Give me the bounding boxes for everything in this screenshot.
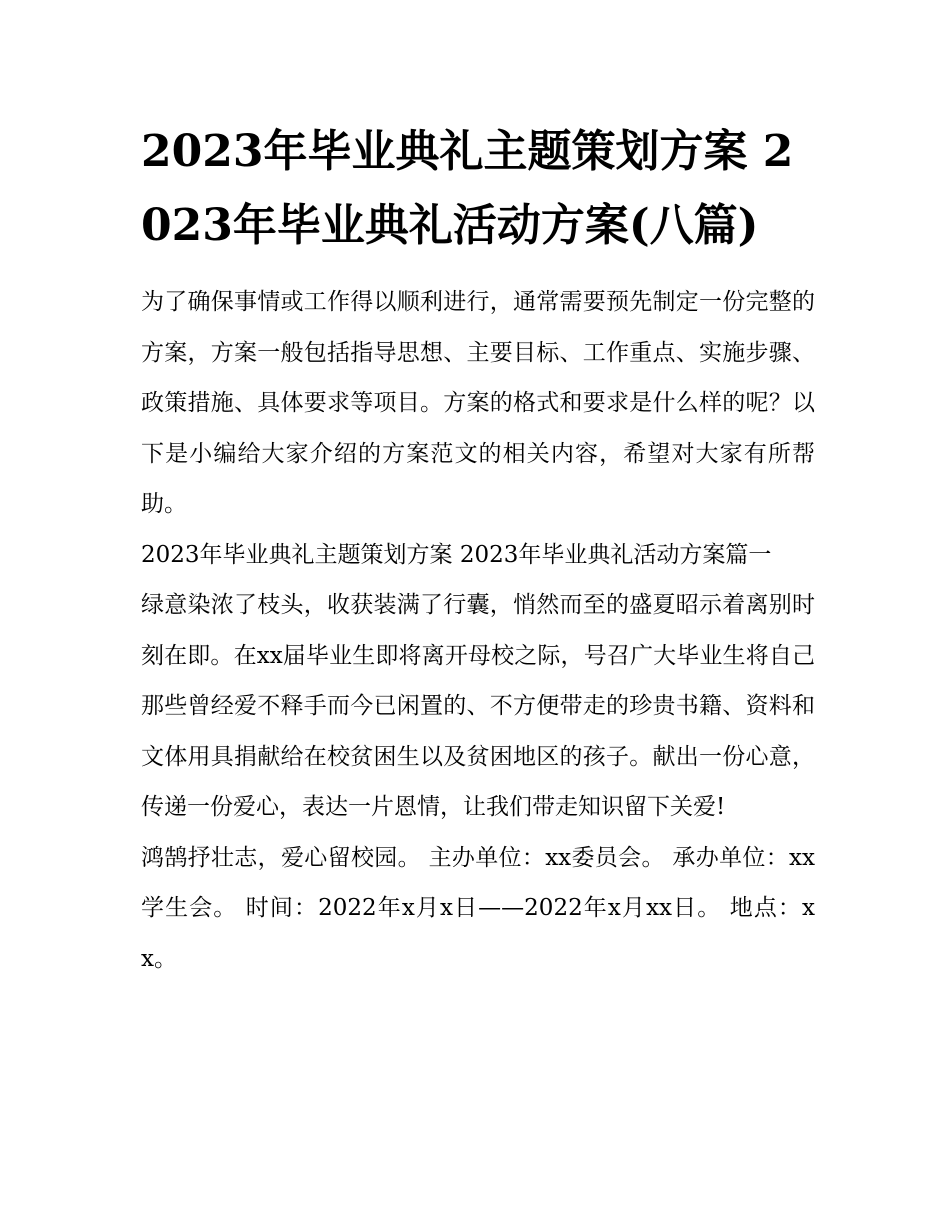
intro-paragraph: 为了确保事情或工作得以顺利进行，通常需要预先制定一份完整的方案，方案一般包括指导思想、主要目标、工作重点、实施步骤、政策措施、具体要求等项目。方案的格式和要求是什么样的呢？以下是小编给大家介绍的方案范文的相关内容，希望对大家有所帮助。 (141, 289, 815, 517)
event-details-paragraph: 鸿鹄抒壮志，爱心留校园。 主办单位：xx委员会。 承办单位：xx学生会。 时间：2022年x月x日——2022年x月xx日。 地点：xx。 (141, 844, 815, 972)
section-heading: 2023年毕业典礼主题策划方案 2023年毕业典礼活动方案篇一 (141, 541, 772, 568)
document-page (141, 115, 815, 984)
body-paragraph: 绿意染浓了枝头，收获装满了行囊，悄然而至的盛夏昭示着离别时刻在即。在xx届毕业生即将离开母校之际，号召广大毕业生将自己那些曾经爱不释手而今已闲置的、不方便带走的珍贵书籍、资料和文体用具捐献给在校贫困生以及贫困地区的孩子。献出一份心意，传递一份爱心，表达一片恩情，让我们带走知识留下关爱! (141, 592, 815, 820)
document-title: 2023年毕业典礼主题策划方案 2023年毕业典礼活动方案(八篇) (141, 126, 794, 251)
